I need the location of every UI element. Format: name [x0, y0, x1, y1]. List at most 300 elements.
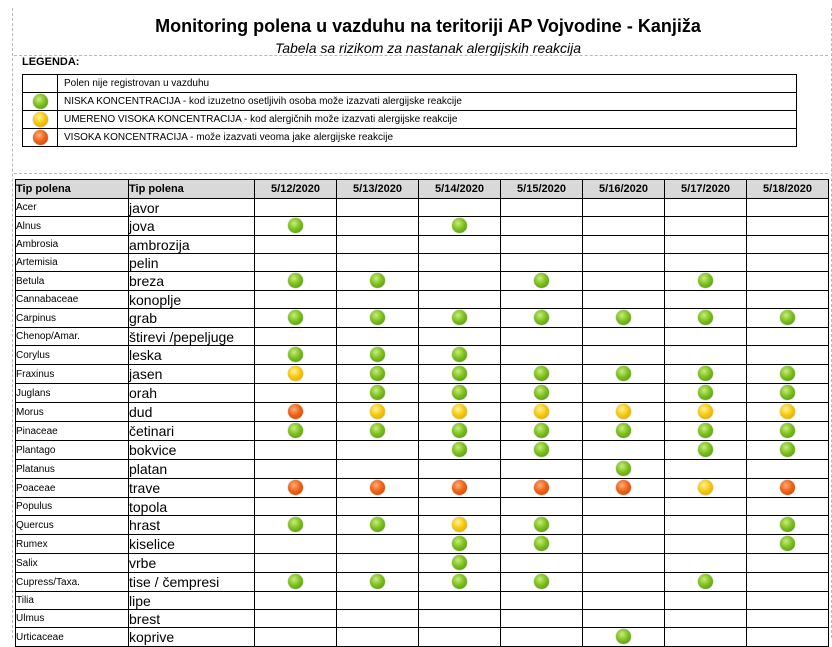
pollen-local-name: platan — [129, 460, 255, 479]
concentration-cell — [337, 328, 419, 346]
pollen-local-name: štirevi /pepeljuge — [129, 328, 255, 346]
low-concentration-dot-icon — [452, 385, 467, 400]
concentration-cell — [337, 516, 419, 535]
concentration-cell — [337, 199, 419, 217]
low-concentration-dot-icon — [288, 310, 303, 325]
pollen-local-name: ambrozija — [129, 236, 255, 254]
concentration-cell — [419, 422, 501, 441]
concentration-cell — [747, 199, 829, 217]
concentration-cell — [337, 272, 419, 291]
high-concentration-dot-icon — [288, 404, 303, 419]
pollen-latin-name: Corylus — [16, 346, 129, 365]
concentration-cell — [419, 460, 501, 479]
low-concentration-dot-icon — [534, 442, 549, 457]
high-concentration-dot-icon — [452, 480, 467, 495]
concentration-cell — [747, 460, 829, 479]
concentration-cell — [665, 422, 747, 441]
legend-marker — [23, 93, 58, 111]
legend-table — [22, 74, 797, 147]
concentration-cell — [419, 291, 501, 309]
concentration-cell — [747, 441, 829, 460]
concentration-cell — [665, 554, 747, 573]
low-concentration-dot-icon — [698, 574, 713, 589]
concentration-cell — [583, 592, 665, 610]
concentration-cell — [747, 573, 829, 592]
concentration-cell — [501, 236, 583, 254]
concentration-cell — [583, 384, 665, 403]
concentration-cell — [583, 346, 665, 365]
concentration-cell — [665, 254, 747, 272]
concentration-cell — [747, 516, 829, 535]
concentration-cell — [501, 217, 583, 236]
concentration-cell — [419, 592, 501, 610]
table-row — [16, 554, 829, 573]
concentration-cell — [501, 592, 583, 610]
pollen-local-name: brest — [129, 610, 255, 628]
low-concentration-dot-icon — [780, 423, 795, 438]
legend-marker — [23, 129, 58, 147]
concentration-cell — [337, 460, 419, 479]
concentration-cell — [665, 460, 747, 479]
concentration-cell — [337, 498, 419, 516]
pollen-latin-name: Ulmus — [16, 610, 129, 628]
concentration-cell — [665, 291, 747, 309]
low-concentration-dot-icon — [370, 517, 385, 532]
concentration-cell — [583, 328, 665, 346]
concentration-cell — [255, 535, 337, 554]
pollen-local-name: jova — [129, 217, 255, 236]
concentration-cell — [747, 479, 829, 498]
concentration-cell — [419, 217, 501, 236]
high-concentration-dot-icon — [616, 480, 631, 495]
concentration-cell — [583, 272, 665, 291]
high-concentration-dot-icon — [534, 480, 549, 495]
concentration-cell — [665, 365, 747, 384]
table-row — [16, 309, 829, 328]
table-row — [16, 441, 829, 460]
low-concentration-dot-icon — [534, 385, 549, 400]
concentration-cell — [747, 403, 829, 422]
table-row — [16, 346, 829, 365]
pollen-local-name: dud — [129, 403, 255, 422]
table-row — [16, 217, 829, 236]
low-concentration-dot-icon — [33, 94, 48, 109]
pollen-latin-name: Carpinus — [16, 309, 129, 328]
high-concentration-dot-icon — [33, 130, 48, 145]
pollen-latin-name: Alnus — [16, 217, 129, 236]
table-row — [16, 592, 829, 610]
low-concentration-dot-icon — [534, 423, 549, 438]
low-concentration-dot-icon — [534, 273, 549, 288]
concentration-cell — [337, 403, 419, 422]
low-concentration-dot-icon — [370, 574, 385, 589]
concentration-cell — [501, 554, 583, 573]
concentration-cell — [419, 479, 501, 498]
concentration-cell — [583, 498, 665, 516]
low-concentration-dot-icon — [288, 423, 303, 438]
concentration-cell — [337, 254, 419, 272]
low-concentration-dot-icon — [780, 310, 795, 325]
concentration-cell — [501, 291, 583, 309]
pollen-latin-name: Cupress/Taxa. — [16, 573, 129, 592]
concentration-cell — [501, 365, 583, 384]
legend-row — [23, 111, 797, 129]
concentration-cell — [255, 272, 337, 291]
pollen-local-name: vrbe — [129, 554, 255, 573]
concentration-cell — [501, 199, 583, 217]
low-concentration-dot-icon — [288, 218, 303, 233]
low-concentration-dot-icon — [288, 517, 303, 532]
concentration-cell — [747, 254, 829, 272]
pollen-local-name: konoplje — [129, 291, 255, 309]
low-concentration-dot-icon — [370, 310, 385, 325]
pollen-latin-name: Populus — [16, 498, 129, 516]
header-date: 5/16/2020 — [583, 180, 665, 199]
concentration-cell — [419, 254, 501, 272]
legend-text: NISKA KONCENTRACIJA - kod izuzetno osetljivih osoba može izazvati alergijske reakcije — [58, 93, 797, 111]
pollen-latin-name: Quercus — [16, 516, 129, 535]
mod-concentration-dot-icon — [616, 404, 631, 419]
mod-concentration-dot-icon — [370, 404, 385, 419]
pollen-local-name: pelin — [129, 254, 255, 272]
concentration-cell — [419, 554, 501, 573]
pollen-latin-name: Tilia — [16, 592, 129, 610]
concentration-cell — [255, 328, 337, 346]
table-row — [16, 328, 829, 346]
concentration-cell — [747, 328, 829, 346]
concentration-cell — [255, 573, 337, 592]
concentration-cell — [337, 535, 419, 554]
concentration-cell — [337, 217, 419, 236]
low-concentration-dot-icon — [616, 310, 631, 325]
concentration-cell — [419, 199, 501, 217]
concentration-cell — [583, 422, 665, 441]
concentration-cell — [583, 573, 665, 592]
concentration-cell — [747, 592, 829, 610]
low-concentration-dot-icon — [616, 629, 631, 644]
concentration-cell — [665, 592, 747, 610]
table-row — [16, 365, 829, 384]
low-concentration-dot-icon — [698, 273, 713, 288]
table-row — [16, 516, 829, 535]
concentration-cell — [337, 365, 419, 384]
concentration-cell — [419, 610, 501, 628]
legend-marker — [23, 111, 58, 129]
low-concentration-dot-icon — [452, 442, 467, 457]
pollen-latin-name: Artemisia — [16, 254, 129, 272]
header-date: 5/17/2020 — [665, 180, 747, 199]
legend-row — [23, 129, 797, 147]
concentration-cell — [583, 217, 665, 236]
mod-concentration-dot-icon — [698, 480, 713, 495]
concentration-cell — [665, 441, 747, 460]
concentration-cell — [583, 441, 665, 460]
low-concentration-dot-icon — [370, 366, 385, 381]
pollen-latin-name: Juglans — [16, 384, 129, 403]
concentration-cell — [665, 535, 747, 554]
concentration-cell — [583, 554, 665, 573]
low-concentration-dot-icon — [698, 385, 713, 400]
legend-row — [23, 93, 797, 111]
pollen-latin-name: Pinaceae — [16, 422, 129, 441]
concentration-cell — [501, 328, 583, 346]
concentration-cell — [665, 384, 747, 403]
concentration-cell — [419, 365, 501, 384]
pollen-latin-name: Platanus — [16, 460, 129, 479]
concentration-cell — [255, 199, 337, 217]
low-concentration-dot-icon — [616, 461, 631, 476]
concentration-cell — [501, 309, 583, 328]
concentration-cell — [747, 346, 829, 365]
concentration-cell — [747, 365, 829, 384]
table-row — [16, 236, 829, 254]
pollen-latin-name: Salix — [16, 554, 129, 573]
low-concentration-dot-icon — [534, 310, 549, 325]
concentration-cell — [337, 479, 419, 498]
pollen-latin-name: Urticaceae — [16, 628, 129, 647]
concentration-cell — [665, 498, 747, 516]
concentration-cell — [747, 610, 829, 628]
pollen-latin-name: Fraxinus — [16, 365, 129, 384]
concentration-cell — [255, 346, 337, 365]
concentration-cell — [337, 291, 419, 309]
low-concentration-dot-icon — [534, 517, 549, 532]
concentration-cell — [583, 199, 665, 217]
concentration-cell — [583, 516, 665, 535]
pollen-latin-name: Ambrosia — [16, 236, 129, 254]
concentration-cell — [255, 610, 337, 628]
low-concentration-dot-icon — [370, 347, 385, 362]
concentration-cell — [337, 346, 419, 365]
concentration-cell — [583, 236, 665, 254]
concentration-cell — [665, 272, 747, 291]
concentration-cell — [665, 199, 747, 217]
concentration-cell — [501, 441, 583, 460]
low-concentration-dot-icon — [780, 536, 795, 551]
low-concentration-dot-icon — [370, 385, 385, 400]
concentration-cell — [419, 516, 501, 535]
concentration-cell — [419, 309, 501, 328]
concentration-cell — [337, 554, 419, 573]
low-concentration-dot-icon — [452, 366, 467, 381]
concentration-cell — [337, 422, 419, 441]
concentration-cell — [583, 403, 665, 422]
pollen-local-name: trave — [129, 479, 255, 498]
legend-marker — [23, 75, 58, 93]
table-row — [16, 535, 829, 554]
pollen-latin-name: Plantago — [16, 441, 129, 460]
concentration-cell — [501, 610, 583, 628]
header-local-name: Tip polena — [129, 180, 255, 199]
legend-heading: LEGENDA: — [22, 56, 80, 68]
pollen-local-name: jasen — [129, 365, 255, 384]
low-concentration-dot-icon — [534, 366, 549, 381]
concentration-cell — [337, 610, 419, 628]
concentration-cell — [255, 479, 337, 498]
concentration-cell — [583, 460, 665, 479]
concentration-cell — [747, 422, 829, 441]
concentration-cell — [747, 272, 829, 291]
low-concentration-dot-icon — [370, 273, 385, 288]
pollen-local-name: orah — [129, 384, 255, 403]
low-concentration-dot-icon — [452, 536, 467, 551]
concentration-cell — [255, 365, 337, 384]
concentration-cell — [337, 441, 419, 460]
concentration-cell — [665, 479, 747, 498]
pollen-table — [15, 179, 829, 647]
header-date: 5/13/2020 — [337, 180, 419, 199]
concentration-cell — [337, 309, 419, 328]
concentration-cell — [665, 328, 747, 346]
concentration-cell — [255, 254, 337, 272]
low-concentration-dot-icon — [452, 218, 467, 233]
concentration-cell — [747, 217, 829, 236]
low-concentration-dot-icon — [452, 574, 467, 589]
legend-text: Polen nije registrovan u vazduhu — [58, 75, 797, 93]
mod-concentration-dot-icon — [452, 517, 467, 532]
concentration-cell — [583, 479, 665, 498]
legend-text: VISOKA KONCENTRACIJA - može izazvati veoma jake alergijske reakcije — [58, 129, 797, 147]
concentration-cell — [747, 309, 829, 328]
pollen-local-name: grab — [129, 309, 255, 328]
legend-text: UMERENO VISOKA KONCENTRACIJA - kod alergičnih može izazvati alergijske reakcije — [58, 111, 797, 129]
high-concentration-dot-icon — [370, 480, 385, 495]
table-header-row — [16, 180, 829, 199]
pollen-latin-name: Betula — [16, 272, 129, 291]
high-concentration-dot-icon — [288, 480, 303, 495]
concentration-cell — [255, 554, 337, 573]
concentration-cell — [501, 479, 583, 498]
pollen-local-name: hrast — [129, 516, 255, 535]
concentration-cell — [665, 309, 747, 328]
mod-concentration-dot-icon — [780, 404, 795, 419]
concentration-cell — [501, 535, 583, 554]
low-concentration-dot-icon — [780, 517, 795, 532]
header-latin-name: Tip polena — [16, 180, 129, 199]
concentration-cell — [747, 554, 829, 573]
concentration-cell — [747, 291, 829, 309]
table-row — [16, 422, 829, 441]
pollen-local-name: leska — [129, 346, 255, 365]
table-row — [16, 272, 829, 291]
pollen-local-name: breza — [129, 272, 255, 291]
pollen-latin-name: Morus — [16, 403, 129, 422]
table-row — [16, 479, 829, 498]
mod-concentration-dot-icon — [288, 366, 303, 381]
concentration-cell — [255, 403, 337, 422]
concentration-cell — [747, 498, 829, 516]
pollen-local-name: bokvice — [129, 441, 255, 460]
concentration-cell — [583, 610, 665, 628]
pollen-latin-name: Poaceae — [16, 479, 129, 498]
concentration-cell — [665, 516, 747, 535]
pollen-local-name: lipe — [129, 592, 255, 610]
low-concentration-dot-icon — [534, 536, 549, 551]
low-concentration-dot-icon — [698, 366, 713, 381]
table-row — [16, 384, 829, 403]
low-concentration-dot-icon — [288, 347, 303, 362]
low-concentration-dot-icon — [698, 310, 713, 325]
concentration-cell — [419, 272, 501, 291]
table-row — [16, 573, 829, 592]
concentration-cell — [255, 422, 337, 441]
document-subtitle: Tabela sa rizikom za nastanak alergijskih reakcija — [274, 40, 582, 56]
table-row — [16, 460, 829, 479]
document-title: Monitoring polena u vazduhu na teritoriji AP Vojvodine - Kanjiža — [155, 16, 701, 36]
concentration-cell — [419, 498, 501, 516]
concentration-cell — [337, 384, 419, 403]
low-concentration-dot-icon — [452, 423, 467, 438]
table-row — [16, 610, 829, 628]
concentration-cell — [255, 309, 337, 328]
concentration-cell — [255, 291, 337, 309]
concentration-cell — [665, 346, 747, 365]
pollen-latin-name: Rumex — [16, 535, 129, 554]
concentration-cell — [501, 573, 583, 592]
pollen-local-name: kiselice — [129, 535, 255, 554]
concentration-cell — [255, 217, 337, 236]
table-row — [16, 403, 829, 422]
concentration-cell — [255, 516, 337, 535]
concentration-cell — [501, 384, 583, 403]
concentration-cell — [255, 592, 337, 610]
concentration-cell — [501, 516, 583, 535]
concentration-cell — [665, 573, 747, 592]
low-concentration-dot-icon — [698, 423, 713, 438]
table-row — [16, 498, 829, 516]
header-date: 5/18/2020 — [747, 180, 829, 199]
concentration-cell — [583, 535, 665, 554]
low-concentration-dot-icon — [288, 574, 303, 589]
header-date: 5/14/2020 — [419, 180, 501, 199]
concentration-cell — [337, 573, 419, 592]
concentration-cell — [255, 498, 337, 516]
concentration-cell — [501, 403, 583, 422]
concentration-cell — [665, 217, 747, 236]
header-date: 5/12/2020 — [255, 180, 337, 199]
concentration-cell — [665, 610, 747, 628]
concentration-cell — [665, 236, 747, 254]
mod-concentration-dot-icon — [452, 404, 467, 419]
concentration-cell — [255, 460, 337, 479]
concentration-cell — [501, 254, 583, 272]
pollen-local-name: topola — [129, 498, 255, 516]
mod-concentration-dot-icon — [698, 404, 713, 419]
low-concentration-dot-icon — [780, 385, 795, 400]
pollen-latin-name: Acer — [16, 199, 129, 217]
concentration-cell — [255, 441, 337, 460]
table-row — [16, 199, 829, 217]
concentration-cell — [337, 592, 419, 610]
low-concentration-dot-icon — [780, 442, 795, 457]
low-concentration-dot-icon — [288, 273, 303, 288]
low-concentration-dot-icon — [616, 423, 631, 438]
concentration-cell — [419, 236, 501, 254]
concentration-cell — [419, 403, 501, 422]
pollen-latin-name: Chenop/Amar. — [16, 328, 129, 346]
concentration-cell — [419, 346, 501, 365]
legend-row — [23, 75, 797, 93]
concentration-cell — [747, 236, 829, 254]
concentration-cell — [501, 498, 583, 516]
mod-concentration-dot-icon — [33, 112, 48, 127]
low-concentration-dot-icon — [452, 310, 467, 325]
low-concentration-dot-icon — [534, 574, 549, 589]
header-date: 5/15/2020 — [501, 180, 583, 199]
concentration-cell — [255, 236, 337, 254]
concentration-cell — [747, 535, 829, 554]
concentration-cell — [501, 272, 583, 291]
